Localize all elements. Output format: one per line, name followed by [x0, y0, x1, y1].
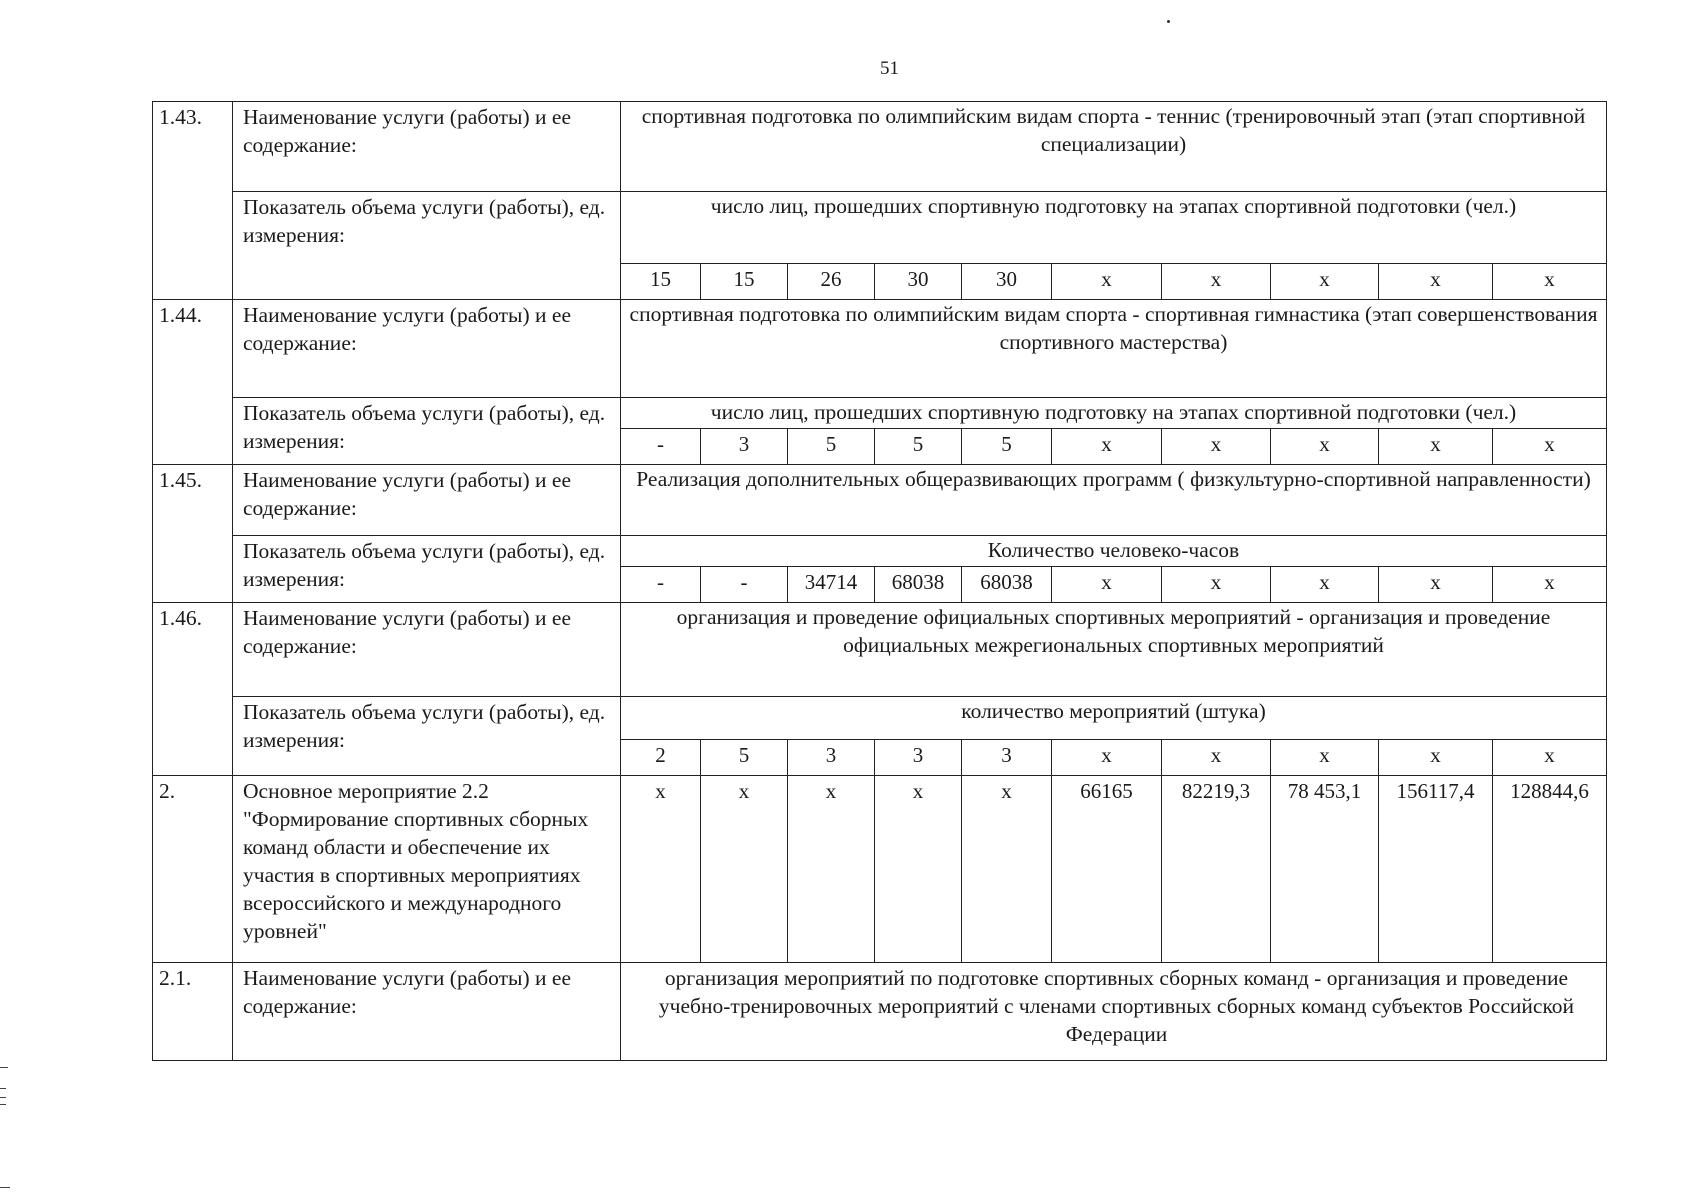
value-cell: - — [701, 567, 788, 603]
service-name-value: спортивная подготовка по олимпийским видам спорта - спортивная гимнастика (этап совершенствования спортивного мастерства) — [621, 300, 1607, 398]
value-cell: 5 — [875, 429, 962, 465]
value-cell: 30 — [962, 264, 1052, 300]
value-cell: х — [621, 776, 701, 963]
row-number: 1.43. — [153, 102, 233, 300]
row-number: 2. — [153, 776, 233, 963]
service-name-value: Реализация дополнительных общеразвивающих программ ( физкультурно-спортивной направленности) — [621, 465, 1607, 536]
table-row — [153, 603, 1607, 697]
scan-mark — [0, 1067, 8, 1068]
table-row — [153, 102, 1607, 192]
value-cell: х — [1162, 567, 1271, 603]
value-cell: х — [1271, 567, 1379, 603]
row-number: 1.45. — [153, 465, 233, 603]
value-cell: 26 — [788, 264, 875, 300]
value-cell: 3 — [875, 740, 962, 776]
value-cell: х — [701, 776, 788, 963]
value-cell: 68038 — [962, 567, 1052, 603]
value-cell: 5 — [701, 740, 788, 776]
value-cell: х — [1162, 429, 1271, 465]
value-cell: 3 — [701, 429, 788, 465]
value-cell: х — [1493, 429, 1607, 465]
value-cell: х — [1493, 740, 1607, 776]
indicator-label: Показатель объема услуги (работы), ед. измерения: — [233, 697, 621, 776]
service-name-label: Наименование услуги (работы) и ее содержание: — [233, 603, 621, 697]
table-row — [153, 398, 1607, 429]
table-row — [153, 300, 1607, 398]
value-cell: х — [1162, 740, 1271, 776]
indicator-label: Показатель объема услуги (работы), ед. измерения: — [233, 398, 621, 465]
table-row — [153, 465, 1607, 536]
table-row — [153, 963, 1607, 1061]
page-number: 51 — [880, 58, 899, 79]
value-cell: 3 — [962, 740, 1052, 776]
value-cell: х — [1052, 429, 1162, 465]
services-table — [152, 101, 1607, 1061]
value-cell: х — [1162, 264, 1271, 300]
table-row — [153, 697, 1607, 740]
indicator-value: число лиц, прошедших спортивную подготовку на этапах спортивной подготовки (чел.) — [621, 192, 1607, 264]
value-cell: 34714 — [788, 567, 875, 603]
value-cell: 5 — [788, 429, 875, 465]
value-cell: х — [1052, 740, 1162, 776]
value-cell: 15 — [621, 264, 701, 300]
service-name-value: спортивная подготовка по олимпийским видам спорта - теннис (тренировочный этап (этап спортивной специализации) — [621, 102, 1607, 192]
service-name-label: Наименование услуги (работы) и ее содержание: — [233, 300, 621, 398]
value-cell: х — [962, 776, 1052, 963]
row-number: 2.1. — [153, 963, 233, 1061]
value-cell: х — [1271, 429, 1379, 465]
value-cell: 156117,4 — [1379, 776, 1493, 963]
service-name-label: Наименование услуги (работы) и ее содержание: — [233, 963, 621, 1061]
value-cell: х — [788, 776, 875, 963]
service-name-value: организация и проведение официальных спортивных мероприятий - организация и проведение официальных межрегиональных спортивных мероприятий — [621, 603, 1607, 697]
value-cell: х — [1379, 567, 1493, 603]
value-cell: 82219,3 — [1162, 776, 1271, 963]
value-cell: х — [1052, 567, 1162, 603]
service-name-value: организация мероприятий по подготовке спортивных сборных команд - организация и проведение учебно-тренировочных мероприятий с членами спортивных сборных команд субъектов Российской Федерации — [621, 963, 1607, 1061]
indicator-label: Показатель объема услуги (работы), ед. измерения: — [233, 536, 621, 603]
indicator-value: количество мероприятий (штука) — [621, 697, 1607, 740]
indicator-value: Количество человеко-часов — [621, 536, 1607, 567]
value-cell: х — [1271, 264, 1379, 300]
service-name-label: Наименование услуги (работы) и ее содержание: — [233, 465, 621, 536]
value-cell: х — [1379, 429, 1493, 465]
value-cell: 66165 — [1052, 776, 1162, 963]
indicator-label: Показатель объема услуги (работы), ед. измерения: — [233, 192, 621, 300]
value-cell: - — [621, 567, 701, 603]
value-cell: х — [1271, 740, 1379, 776]
value-cell: х — [1052, 264, 1162, 300]
row-number: 1.46. — [153, 603, 233, 776]
table-row — [153, 776, 1607, 963]
service-name-label: Наименование услуги (работы) и ее содержание: — [233, 102, 621, 192]
value-cell: х — [1379, 264, 1493, 300]
value-cell: 5 — [962, 429, 1052, 465]
value-cell: 78 453,1 — [1271, 776, 1379, 963]
table-row — [153, 192, 1607, 264]
main-event-label: Основное мероприятие 2.2 "Формирование спортивных сборных команд области и обеспечение их участия в спортивных мероприятиях всероссийского и международного уровней" — [233, 776, 621, 963]
value-cell: 15 — [701, 264, 788, 300]
scan-mark — [0, 1104, 6, 1105]
value-cell: х — [1379, 740, 1493, 776]
value-cell: х — [1493, 264, 1607, 300]
row-number: 1.44. — [153, 300, 233, 465]
value-cell: 2 — [621, 740, 701, 776]
scan-dot — [1167, 20, 1170, 23]
scan-mark — [0, 1097, 6, 1098]
scan-mark — [0, 1187, 10, 1188]
indicator-value: число лиц, прошедших спортивную подготовку на этапах спортивной подготовки (чел.) — [621, 398, 1607, 429]
value-cell: - — [621, 429, 701, 465]
value-cell: 3 — [788, 740, 875, 776]
scan-mark — [0, 1088, 6, 1089]
value-cell: 68038 — [875, 567, 962, 603]
value-cell: х — [875, 776, 962, 963]
value-cell: 128844,6 — [1493, 776, 1607, 963]
value-cell: 30 — [875, 264, 962, 300]
table-row — [153, 536, 1607, 567]
value-cell: х — [1493, 567, 1607, 603]
